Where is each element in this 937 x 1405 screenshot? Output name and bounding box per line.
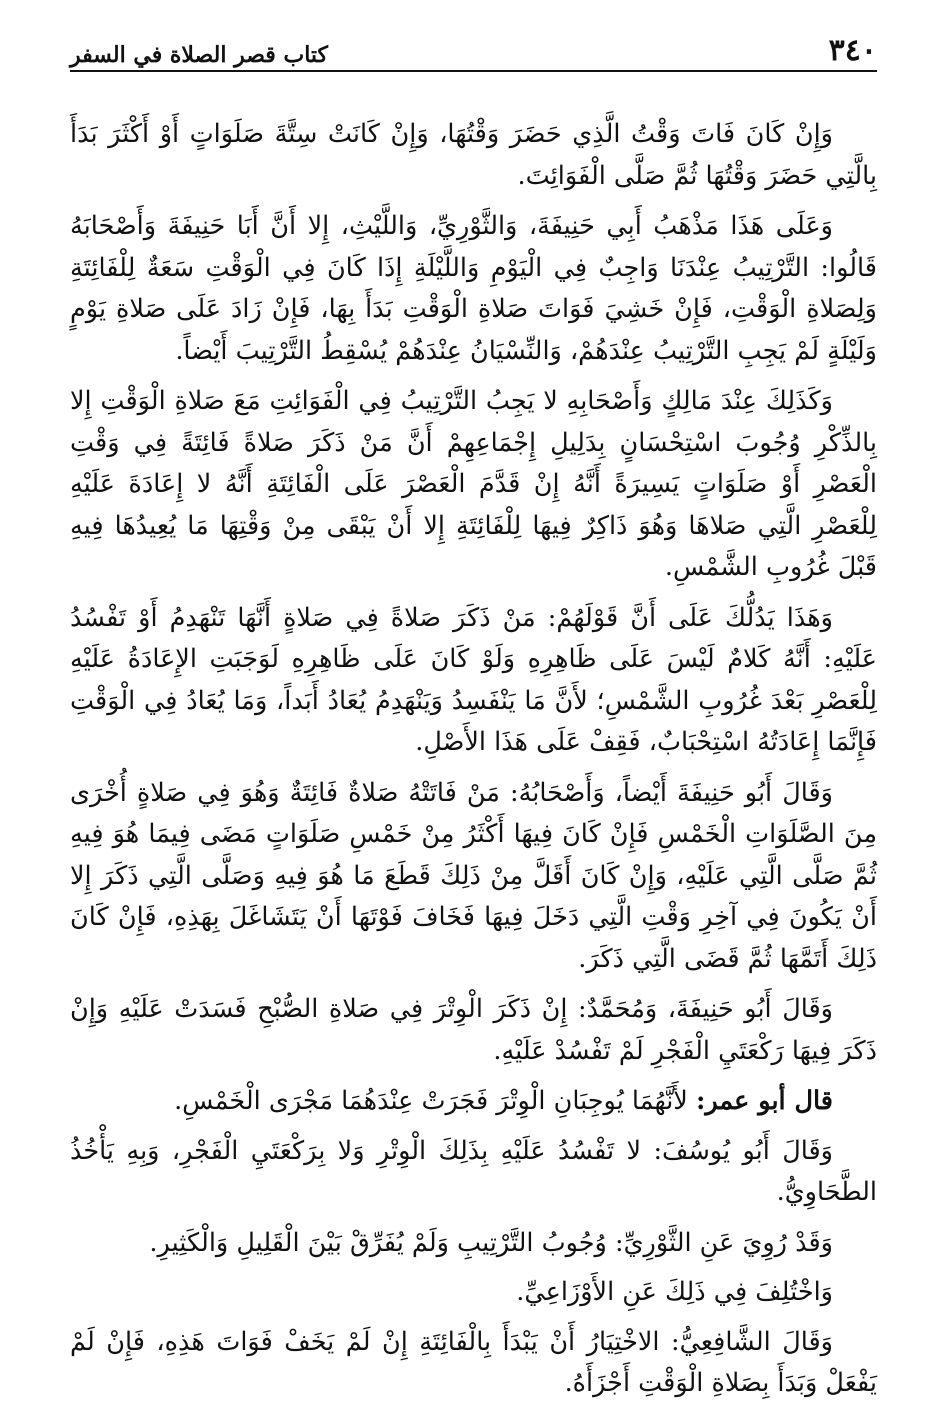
paragraph: وَقَالَ الشَّافِعِيُّ: الاخْتِيَارُ أَنْ يَبْدَأَ بِالْفَائِتَةِ إِنْ لَمْ يَخَفْ فَوَاتَ هَذِهِ، فَإِنْ لَمْ يَفْعَلْ وَبَدَأَ بِصَلاةِ الْوَقْتِ أَجْزَأَهُ. xyxy=(70,1326,877,1398)
speaker-lead: قال أبو عمر: xyxy=(695,1086,833,1116)
paragraph xyxy=(70,1081,877,1123)
page-number: ٣٤٠ xyxy=(828,33,877,68)
paragraph: وَقَالَ أَبُو يُوسُفَ: لا تَفْسُدُ عَلَيْهِ بِذَلِكَ الْوِتْرِ وَلا بِرَكْعَتَيِ الْفَجْرِ، وَبِهِ يَأْخُذُ الطَّحَاوِيُّ. xyxy=(70,1135,877,1207)
paragraph: وَقَالَ أَبُو حَنِيفَةَ أَيْضاً، وَأَصْحَابُهُ: مَنْ فَاتَتْهُ صَلاةٌ فَائِتَةٌ وَهُوَ فِي صَلاةٍ أُخْرَى مِنَ الصَّلَوَاتِ الْخَمْسِ فَإِنْ كَانَ فِيهَا أَكْثَرُ مِنْ خَمْسِ صَلَوَاتٍ مَضَى فِيمَا هُوَ فِيهِ ثُمَّ صَلَّى الَّتِي عَلَيْهِ، وَإِنْ كَانَ أَقَلَّ مِنْ ذَلِكَ قَطَعَ مَا هُوَ فِيهِ وَصَلَّى الَّتِي ذَكَرَ إِلا أَنْ يَكُونَ فِي آخِرِ وَقْتِ الَّتِي دَخَلَ فِيهَا فَخَافَ فَوْتَهَا أَنْ يَتَشَاغَلَ بِهَذِهِ، فَإِنْ كَانَ ذَلِكَ أَتَمَّهَا ثُمَّ قَضَى الَّتِي ذَكَرَ. xyxy=(70,777,877,974)
paragraph: وَإِنْ كَانَ فَاتَ وَقْتُ الَّذِي حَضَرَ وَقْتُهَا، وَإِنْ كَانَتْ سِتَّةَ صَلَوَاتٍ أَوْ أَكْثَرَ بَدَأَ بِالَّتِي حَضَرَ وَقْتُهَا ثُمَّ صَلَّى الْفَوَائِتَ. xyxy=(70,119,877,191)
paragraph: وَكَذَلِكَ عِنْدَ مَالِكٍ وَأَصْحَابِهِ لا يَجِبُ التَّرْتِيبُ فِي الْفَوَائِتِ مَعَ صَلاةِ الْوَقْتِ إِلا بِالذِّكْرِ وُجُوبَ اسْتِحْسَانٍ بِدَلِيلِ إِجْمَاعِهِمْ أَنَّ مَنْ ذَكَرَ صَلاةً فَائِتَةً فِي وَقْتِ الْعَصْرِ أَوْ صَلَوَاتٍ يَسِيرَةً أَنَّهُ إِنْ قَدَّمَ الْعَصْرَ عَلَى الْفَائِتَةِ أَنَّهُ لا إِعَادَةَ عَلَيْهِ لِلْعَصْرِ الَّتِي صَلاهَا وَهُوَ ذَاكِرٌ فِيهَا لِلْفَائِتَةِ إِلا أَنْ يَبْقَى مِنْ وَقْتِهَا مَا يُعِيدُهَا فِيهِ قَبْلَ غُرُوبِ الشَّمْسِ. xyxy=(70,386,877,582)
paragraph: وَقَالَ أَبُو حَنِيفَةَ، وَمُحَمَّدٌ: إِنْ ذَكَرَ الْوِتْرَ فِي صَلاةِ الصُّبْحِ فَسَدَتْ عَلَيْهِ وَإِنْ ذَكَرَ فِيهَا رَكْعَتَيِ الْفَجْرِ لَمْ تَفْسُدْ عَلَيْهِ. xyxy=(70,994,877,1066)
paragraph: وَعَلَى هَذَا مَذْهَبُ أَبِي حَنِيفَةَ، وَالثَّوْرِيِّ، وَاللَّيْثِ، إِلا أَنَّ أَبَا حَنِيفَةَ وَأَصْحَابَهُ قَالُوا: التَّرْتِيبُ عِنْدَنَا وَاجِبٌ فِي الْيَوْمِ وَاللَّيْلَةِ إِذَا كَانَ فِي الْوَقْتِ سَعَةٌ لِلْفَائِتَةِ وَلِصَلاةِ الْوَقْتِ، فَإِنْ خَشِيَ فَوَاتَ صَلاةِ الْوَقْتِ بَدَأَ بِهَا، فَإِنْ زَادَ عَلَى صَلاةِ يَوْمٍ وَلَيْلَةٍ لَمْ يَجِبِ التَّرْتِيبُ عِنْدَهُمْ، وَالنِّسْيَانُ عِنْدَهُمْ يُسْقِطُ التَّرْتِيبَ أَيْضاً. xyxy=(70,211,877,366)
paragraph-text: لأَنَّهُمَا يُوجِبَانِ الْوِتْرَ فَجَرَتْ عِنْدَهُمَا مَجْرَى الْخَمْسِ. xyxy=(174,1086,696,1116)
paragraph: وَهَذَا يَدُلُّكَ عَلَى أَنَّ قَوْلَهُمْ: مَنْ ذَكَرَ صَلاةً فِي صَلاةٍ أَنَّهَا تَنْهَدِمُ أَوْ تَفْسُدُ عَلَيْهِ: أَنَّهُ كَلامٌ لَيْسَ عَلَى ظَاهِرِهِ وَلَوْ كَانَ عَلَى ظَاهِرِهِ لَوَجَبَتِ الإِعَادَةُ عَلَيْهِ لِلْعَصْرِ بَعْدَ غُرُوبِ الشَّمْسِ؛ لأَنَّ مَا يَنْفَسِدُ وَيَنْهَدِمُ يُعَادُ أَبَداً، وَمَا يُعَادُ فِي الْوَقْتِ فَإِنَّمَا إِعَادَتُهُ اسْتِحْبَابٌ، فَقِفْ عَلَى هَذَا الأَصْلِ. xyxy=(70,602,877,757)
paragraph: وَاخْتُلِفَ فِي ذَلِكَ عَنِ الأَوْزَاعِيِّ. xyxy=(516,1277,833,1307)
page-header xyxy=(70,26,877,72)
running-title: كتاب قصر الصلاة في السفر xyxy=(70,42,329,68)
page-body xyxy=(70,114,877,1405)
paragraph: وَقَدْ رُوِيَ عَنِ الثَّوْرِيِّ: وُجُوبُ التَّرْتِيبِ وَلَمْ يُفَرِّقْ بَيْنَ الْقَلِيلِ وَالْكَثِيرِ. xyxy=(149,1227,833,1258)
